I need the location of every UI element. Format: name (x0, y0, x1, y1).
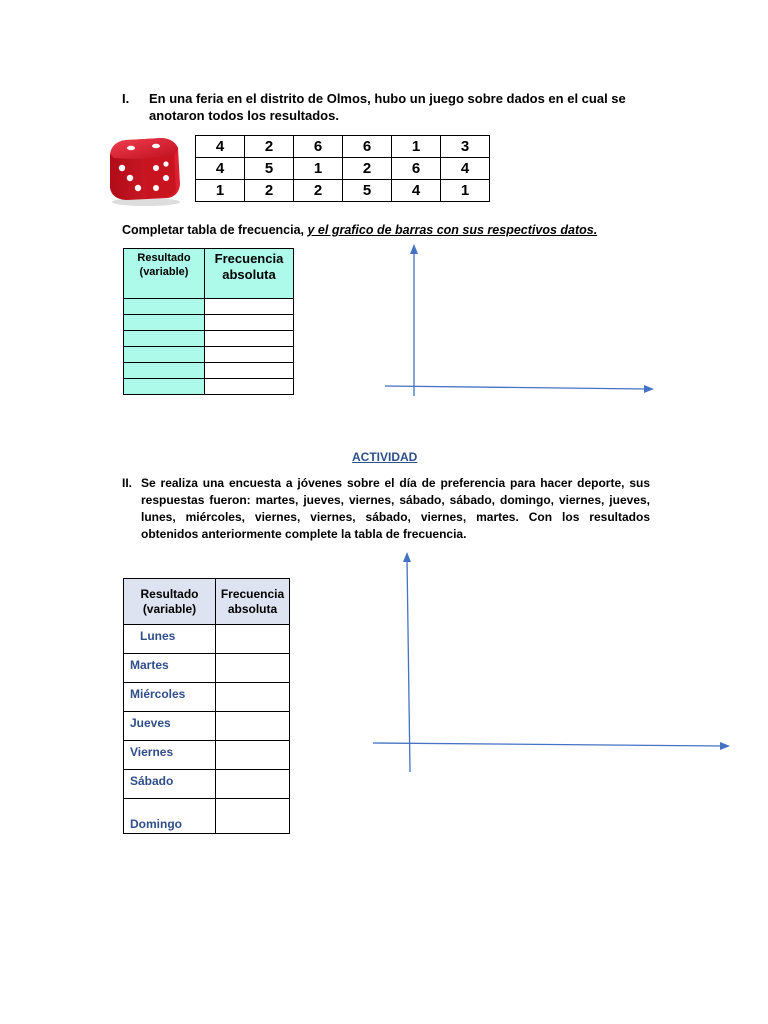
table-row (124, 347, 294, 363)
frequency-cell[interactable] (205, 299, 294, 315)
table-row (124, 299, 294, 315)
table-row (196, 136, 490, 158)
column-header-result: Resultado (variable) (124, 249, 205, 299)
day-label: Martes (124, 654, 216, 683)
x-axis-arrow-icon (720, 742, 730, 750)
table-row (124, 741, 290, 770)
table-header-row (124, 579, 290, 625)
table-header-row (124, 249, 294, 299)
column-header-frequency: Frecuencia absoluta (216, 579, 290, 625)
result-cell[interactable] (124, 363, 205, 379)
table-cell: 1 (196, 180, 245, 202)
y-axis (407, 558, 410, 772)
section1-text: En una feria en el distrito de Olmos, hubo un juego sobre dados en el cual se anotaron todos los resultados. (149, 91, 626, 123)
table-cell: 1 (392, 136, 441, 158)
table-cell: 5 (245, 158, 294, 180)
actividad-title: ACTIVIDAD (352, 450, 418, 464)
instruction-plain: Completar tabla de frecuencia, (122, 223, 305, 237)
table-cell: 2 (343, 158, 392, 180)
result-cell[interactable] (124, 315, 205, 331)
frequency-cell[interactable] (216, 799, 290, 834)
frequency-cell[interactable] (216, 741, 290, 770)
y-axis-arrow-icon (403, 552, 411, 562)
table-cell: 5 (343, 180, 392, 202)
table-cell: 4 (441, 158, 490, 180)
table-row (124, 683, 290, 712)
table-cell: 3 (441, 136, 490, 158)
red-die-icon (104, 134, 184, 206)
table-row (124, 625, 290, 654)
section2-number: II. (122, 476, 133, 490)
table-cell: 1 (441, 180, 490, 202)
day-label: Jueves (124, 712, 216, 741)
day-label: Domingo (124, 799, 216, 834)
day-label: Viernes (124, 741, 216, 770)
frequency-cell[interactable] (216, 654, 290, 683)
table-cell: 4 (392, 180, 441, 202)
day-label: Lunes (124, 625, 216, 654)
instruction-emphasis: y el grafico de barras con sus respectivos datos. (307, 223, 598, 237)
x-axis (373, 743, 724, 746)
frequency-table-1 (123, 248, 294, 395)
table-row (124, 331, 294, 347)
table-cell: 6 (343, 136, 392, 158)
frequency-cell[interactable] (205, 363, 294, 379)
table-row (124, 799, 290, 834)
table-row (124, 379, 294, 395)
day-label: Miércoles (124, 683, 216, 712)
frequency-cell[interactable] (216, 712, 290, 741)
table-cell: 2 (245, 180, 294, 202)
frequency-cell[interactable] (205, 347, 294, 363)
frequency-cell[interactable] (205, 331, 294, 347)
table-cell: 4 (196, 136, 245, 158)
x-axis (385, 386, 648, 389)
table-cell: 1 (294, 158, 343, 180)
frequency-cell[interactable] (216, 625, 290, 654)
table-row (196, 180, 490, 202)
dice-results-table (195, 135, 490, 202)
frequency-cell[interactable] (205, 315, 294, 331)
frequency-cell[interactable] (205, 379, 294, 395)
column-header-frequency: Frecuencia absoluta (205, 249, 294, 299)
section1-number: I. (122, 91, 130, 106)
table-row (124, 654, 290, 683)
table-row (124, 770, 290, 799)
frequency-table-2 (123, 578, 290, 834)
table-row (196, 158, 490, 180)
table-row (124, 315, 294, 331)
table-row (124, 712, 290, 741)
table-cell: 4 (196, 158, 245, 180)
frequency-cell[interactable] (216, 770, 290, 799)
table-cell: 2 (294, 180, 343, 202)
column-header-result: Resultado (variable) (124, 579, 216, 625)
bar-chart-axes-2 (368, 548, 738, 778)
x-axis-arrow-icon (644, 385, 654, 393)
table-cell: 2 (245, 136, 294, 158)
y-axis-arrow-icon (410, 244, 418, 254)
day-label: Sábado (124, 770, 216, 799)
result-cell[interactable] (124, 347, 205, 363)
frequency-cell[interactable] (216, 683, 290, 712)
result-cell[interactable] (124, 331, 205, 347)
result-cell[interactable] (124, 379, 205, 395)
table-cell: 6 (294, 136, 343, 158)
table-row (124, 363, 294, 379)
section2-text: Se realiza una encuesta a jóvenes sobre el día de preferencia para hacer deporte, sus respuestas fueron: martes, jueves, viernes, sábado, sábado, domingo, viernes, jueves, lunes, miércoles, viernes, viernes, sábado, viernes, martes. Con los resultados obtenidos anteriormente complete la tabla de frecuencia. (141, 476, 650, 541)
result-cell[interactable] (124, 299, 205, 315)
table-cell: 6 (392, 158, 441, 180)
section1-instruction (122, 222, 597, 239)
bar-chart-axes-1 (380, 240, 660, 400)
